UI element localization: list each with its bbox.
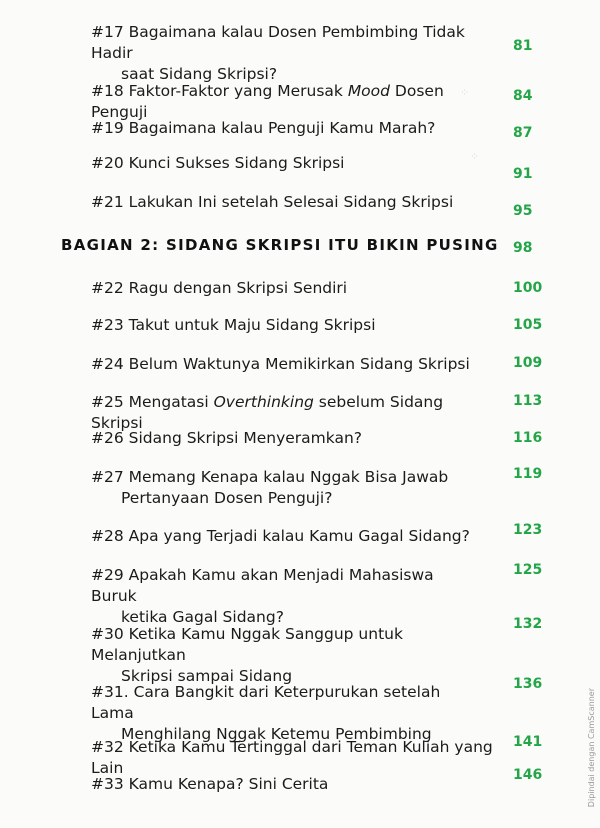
- entry-title-rest: Dosen Penguji: [91, 82, 444, 121]
- page-number: 146: [513, 767, 543, 783]
- toc-entry-26[interactable]: [91, 428, 471, 449]
- entry-title-line2: Pertanyaan Dosen Penguji?: [121, 489, 333, 507]
- toc-entry-22[interactable]: [91, 278, 471, 299]
- toc-entry-31[interactable]: [91, 682, 471, 745]
- entry-title: #27 Memang Kenapa kalau Nggak Bisa Jawab: [91, 468, 449, 486]
- entry-title: #21 Lakukan Ini setelah Selesai Sidang Skripsi: [91, 193, 454, 211]
- toc-entry-23[interactable]: [91, 315, 471, 336]
- toc-entry-27[interactable]: [91, 467, 471, 509]
- toc-entry-20[interactable]: [91, 153, 471, 174]
- page-number: 84: [513, 88, 533, 104]
- toc-entry-29[interactable]: [91, 565, 471, 628]
- entry-title: #30 Ketika Kamu Nggak Sanggup untuk Melanjutkan: [91, 625, 403, 664]
- camscanner-watermark: [584, 680, 598, 815]
- toc-entry-19[interactable]: [91, 118, 471, 139]
- entry-title: #32 Ketika Kamu Tertinggal dari Teman Kuliah yang Lain: [91, 738, 493, 777]
- entry-title: #20 Kunci Sukses Sidang Skripsi: [91, 154, 345, 172]
- page-number: 123: [513, 522, 543, 538]
- page-number: 87: [513, 125, 533, 141]
- page-number: 81: [513, 38, 533, 54]
- entry-title-line2: Menghilang Nggak Ketemu Pembimbing: [121, 725, 432, 743]
- toc-entry-33[interactable]: [91, 774, 471, 795]
- toc-entry-24[interactable]: [91, 354, 471, 375]
- page-number: 105: [513, 317, 543, 333]
- page-number: 113: [513, 393, 543, 409]
- entry-title: #29 Apakah Kamu akan Menjadi Mahasiswa Buruk: [91, 566, 434, 605]
- entry-title: #25 Mengatasi: [91, 393, 214, 411]
- entry-title: #31. Cara Bangkit dari Keterpurukan setelah Lama: [91, 683, 441, 722]
- toc-entry-28[interactable]: [91, 526, 471, 547]
- section-heading[interactable]: BAGIAN 2: SIDANG SKRIPSI ITU BIKIN PUSING: [61, 236, 499, 254]
- entry-title: #17 Bagaimana kalau Dosen Pembimbing Tidak Hadir: [91, 23, 465, 62]
- entry-title-line2: ketika Gagal Sidang?: [121, 608, 284, 626]
- entry-title: #24 Belum Waktunya Memikirkan Sidang Skripsi: [91, 355, 470, 373]
- entry-title-line2: Skripsi sampai Sidang: [121, 667, 293, 685]
- section-page-number: 98: [513, 240, 533, 256]
- page-number: 95: [513, 203, 533, 219]
- page-number: 109: [513, 355, 543, 371]
- entry-title: #33 Kamu Kenapa? Sini Cerita: [91, 775, 329, 793]
- entry-title: #22 Ragu dengan Skripsi Sendiri: [91, 279, 348, 297]
- entry-title-italic: Mood: [347, 82, 390, 100]
- toc-entry-30[interactable]: [91, 624, 491, 687]
- page-number: 132: [513, 616, 543, 632]
- entry-title-line2: saat Sidang Skripsi?: [121, 65, 278, 83]
- bleed-through-mark: ⁘: [460, 86, 470, 99]
- camscanner-text: Dipindai dengan CamScanner: [586, 687, 596, 808]
- entry-title-rest: sebelum Sidang Skripsi: [91, 393, 444, 432]
- page-number: 100: [513, 280, 543, 296]
- entry-title: #19 Bagaimana kalau Penguji Kamu Marah?: [91, 119, 436, 137]
- toc-entry-17[interactable]: [91, 22, 471, 85]
- entry-title: #18 Faktor-Faktor yang Merusak: [91, 82, 348, 100]
- entry-title-italic: Overthinking: [213, 393, 314, 411]
- page-number: 116: [513, 430, 543, 446]
- toc-entry-18[interactable]: [91, 81, 491, 123]
- bleed-through-mark: ⁘: [470, 150, 480, 163]
- entry-title: #28 Apa yang Terjadi kalau Kamu Gagal Sidang?: [91, 527, 470, 545]
- entry-title: #23 Takut untuk Maju Sidang Skripsi: [91, 316, 376, 334]
- page-number: 125: [513, 562, 543, 578]
- toc-entry-32[interactable]: [91, 737, 511, 779]
- page-number: 141: [513, 734, 543, 750]
- page-number: 136: [513, 676, 543, 692]
- page-number: 91: [513, 166, 533, 182]
- toc-entry-21[interactable]: [91, 192, 471, 213]
- entry-title: #26 Sidang Skripsi Menyeramkan?: [91, 429, 363, 447]
- page-number: 119: [513, 466, 543, 482]
